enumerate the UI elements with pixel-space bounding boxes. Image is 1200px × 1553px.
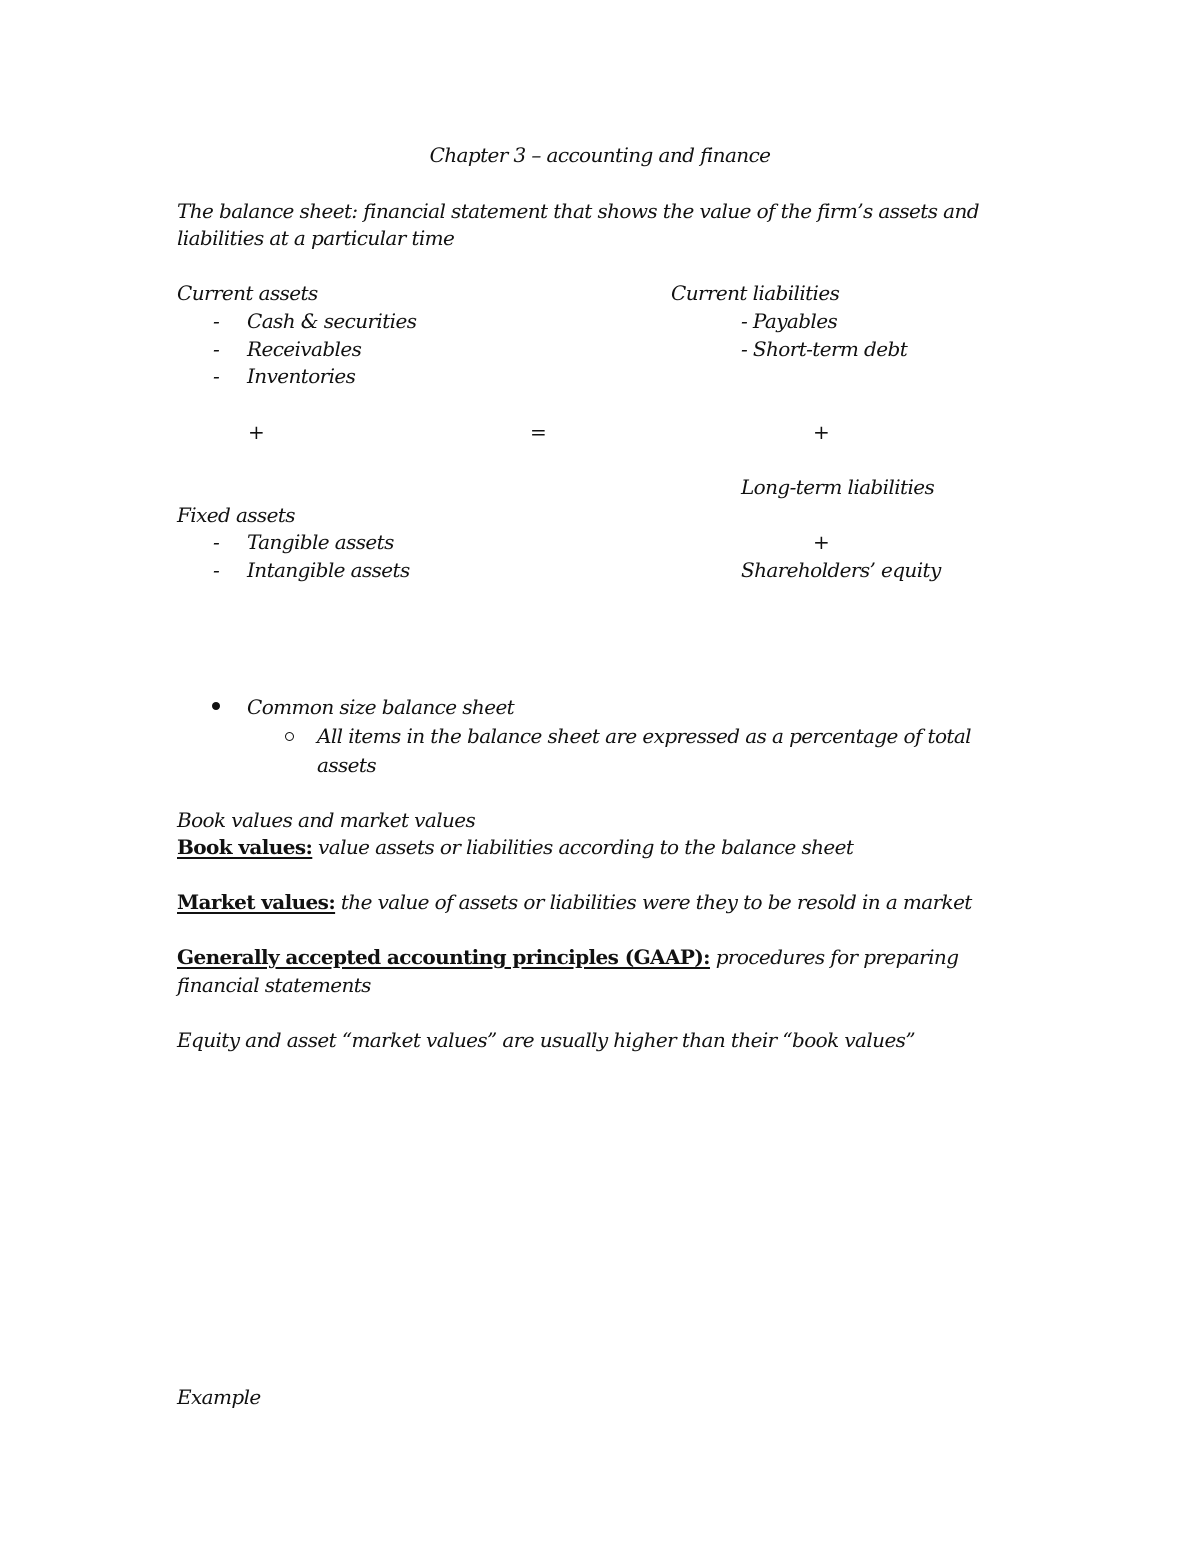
book-market-heading: Book values and market values bbox=[177, 808, 476, 832]
common-size-sub-line2: assets bbox=[317, 753, 376, 777]
gaap-term: Generally accepted accounting principles (GAAP): bbox=[177, 945, 710, 969]
plus-sign: + bbox=[248, 420, 265, 444]
current-liability-item: - Payables bbox=[741, 309, 838, 333]
plus-sign: + bbox=[813, 530, 830, 554]
market-values-definition: the value of assets or liabilities were they to be resold in a market bbox=[335, 890, 972, 914]
market-values-term: Market values: bbox=[177, 890, 336, 914]
current-liabilities-heading: Current liabilities bbox=[671, 281, 840, 305]
list-dash: - bbox=[213, 364, 220, 388]
book-values-definition: value assets or liabilities according to the balance sheet bbox=[312, 835, 854, 859]
shareholders-equity: Shareholders’ equity bbox=[741, 558, 941, 582]
bullet-circle-icon bbox=[285, 732, 294, 741]
book-values-term: Book values: bbox=[177, 835, 313, 859]
book-values-line bbox=[177, 837, 853, 857]
gaap-line1 bbox=[177, 947, 958, 967]
common-size-sub-line1: All items in the balance sheet are expressed as a percentage of total bbox=[317, 724, 971, 748]
current-assets-heading: Current assets bbox=[177, 281, 318, 305]
plus-sign: + bbox=[813, 420, 830, 444]
example-heading: Example bbox=[177, 1385, 261, 1409]
gaap-definition: procedures for preparing bbox=[709, 945, 959, 969]
fixed-asset-item: Tangible assets bbox=[247, 530, 394, 554]
market-vs-book-note: Equity and asset “market values” are usually higher than their “book values” bbox=[177, 1028, 915, 1052]
page-title: Chapter 3 – accounting and finance bbox=[429, 143, 771, 167]
common-size-bullet: Common size balance sheet bbox=[247, 695, 515, 719]
market-values-line bbox=[177, 892, 972, 912]
list-dash: - bbox=[213, 558, 220, 582]
current-asset-item: Receivables bbox=[247, 337, 362, 361]
fixed-asset-item: Intangible assets bbox=[247, 558, 410, 582]
current-liability-item: - Short-term debt bbox=[741, 337, 908, 361]
list-dash: - bbox=[213, 337, 220, 361]
balance-sheet-definition-line2: liabilities at a particular time bbox=[177, 226, 455, 250]
equals-sign: = bbox=[530, 420, 547, 444]
current-asset-item: Inventories bbox=[247, 364, 356, 388]
list-dash: - bbox=[213, 530, 220, 554]
fixed-assets-heading: Fixed assets bbox=[177, 503, 295, 527]
bullet-dot-icon bbox=[212, 702, 220, 710]
balance-sheet-definition-line1: The balance sheet: financial statement that shows the value of the firm’s assets and bbox=[177, 199, 979, 223]
long-term-liabilities: Long-term liabilities bbox=[741, 475, 935, 499]
gaap-line2: financial statements bbox=[177, 973, 371, 997]
current-asset-item: Cash & securities bbox=[247, 309, 417, 333]
list-dash: - bbox=[213, 309, 220, 333]
